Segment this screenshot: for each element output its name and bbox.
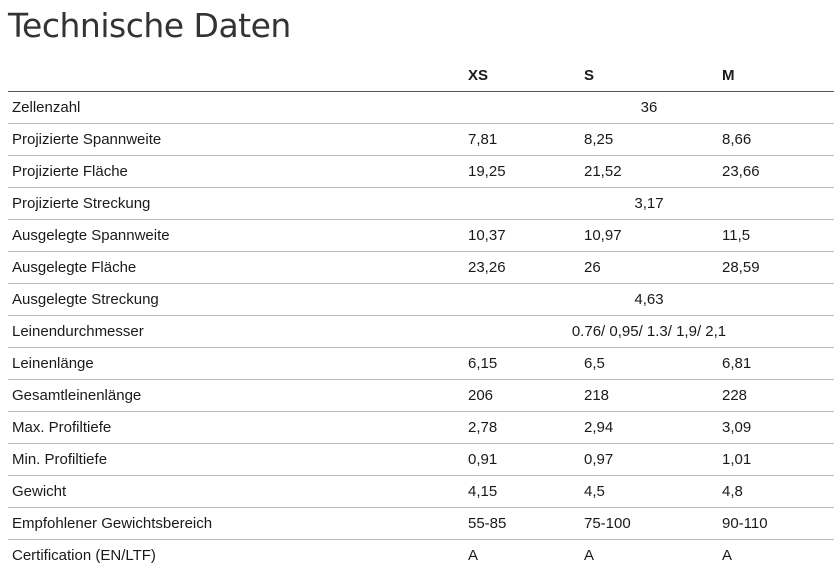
header-label-column bbox=[8, 60, 464, 92]
cell-size-m: 6,81 bbox=[718, 348, 834, 380]
cell-size-s: 4,5 bbox=[580, 476, 718, 508]
cell-size-xs: 2,78 bbox=[464, 412, 580, 444]
row-label: Gewicht bbox=[8, 476, 464, 508]
table-row bbox=[8, 92, 834, 124]
cell-size-xs: 6,15 bbox=[464, 348, 580, 380]
row-label: Ausgelegte Spannweite bbox=[8, 220, 464, 252]
table-row bbox=[8, 412, 834, 444]
cell-size-s: 75-100 bbox=[580, 508, 718, 540]
cell-size-m: 1,01 bbox=[718, 444, 834, 476]
cell-size-s: 6,5 bbox=[580, 348, 718, 380]
cell-size-s: 10,97 bbox=[580, 220, 718, 252]
table-body bbox=[8, 92, 834, 572]
cell-size-m: 4,8 bbox=[718, 476, 834, 508]
cell-size-m: 8,66 bbox=[718, 124, 834, 156]
table-row bbox=[8, 252, 834, 284]
cell-size-xs: 55-85 bbox=[464, 508, 580, 540]
cell-size-m: 228 bbox=[718, 380, 834, 412]
table-row bbox=[8, 508, 834, 540]
row-label: Leinenlänge bbox=[8, 348, 464, 380]
cell-size-xs: A bbox=[468, 547, 479, 564]
cell-size-s: 8,25 bbox=[580, 124, 718, 156]
table-row bbox=[8, 444, 834, 476]
page-title: Technische Daten bbox=[8, 6, 291, 45]
cell-size-m: A bbox=[722, 547, 733, 564]
cell-size-m: 23,66 bbox=[718, 156, 834, 188]
row-label: Gesamtleinenlänge bbox=[8, 380, 464, 412]
row-label: Zellenzahl bbox=[8, 92, 464, 124]
header-size-s: S bbox=[580, 60, 718, 92]
table-header-row bbox=[8, 60, 834, 92]
row-label: Projizierte Streckung bbox=[8, 188, 464, 220]
row-label: Max. Profiltiefe bbox=[8, 412, 464, 444]
row-label: Leinendurchmesser bbox=[8, 316, 464, 348]
table-row bbox=[8, 540, 834, 572]
table-row bbox=[8, 188, 834, 220]
table-row bbox=[8, 476, 834, 508]
row-label: Projizierte Spannweite bbox=[8, 124, 464, 156]
table-row bbox=[8, 124, 834, 156]
cell-size-m: 11,5 bbox=[718, 220, 834, 252]
cell-size-xs: 4,15 bbox=[464, 476, 580, 508]
cell-all-sizes: 4,63 bbox=[464, 284, 834, 316]
row-label: Ausgelegte Streckung bbox=[8, 284, 464, 316]
cell-all-sizes: 3,17 bbox=[464, 188, 834, 220]
cell-size-m: 90-110 bbox=[718, 508, 834, 540]
row-label: Min. Profiltiefe bbox=[8, 444, 464, 476]
cell-size-s: 2,94 bbox=[580, 412, 718, 444]
cell-all-sizes: 0.76/ 0,95/ 1.3/ 1,9/ 2,1 bbox=[464, 316, 834, 348]
cell-size-s: 218 bbox=[580, 380, 718, 412]
row-label: Projizierte Fläche bbox=[8, 156, 464, 188]
cell-size-s: 0,97 bbox=[580, 444, 718, 476]
table-row bbox=[8, 220, 834, 252]
table-row bbox=[8, 380, 834, 412]
row-label: Empfohlener Gewichtsbereich bbox=[8, 508, 464, 540]
cell-size-s: 26 bbox=[580, 252, 718, 284]
cell-size-m: 28,59 bbox=[718, 252, 834, 284]
table-row bbox=[8, 156, 834, 188]
cell-size-xs: 206 bbox=[464, 380, 580, 412]
cell-size-s: 21,52 bbox=[580, 156, 718, 188]
row-label: Ausgelegte Fläche bbox=[8, 252, 464, 284]
cell-size-xs: 0,91 bbox=[464, 444, 580, 476]
row-label: Certification (EN/LTF) bbox=[12, 547, 156, 564]
cell-size-xs: 7,81 bbox=[464, 124, 580, 156]
header-size-xs: XS bbox=[464, 60, 580, 92]
table-row bbox=[8, 316, 834, 348]
cell-size-m: 3,09 bbox=[718, 412, 834, 444]
table-row bbox=[8, 348, 834, 380]
cell-size-xs: 23,26 bbox=[464, 252, 580, 284]
table-row bbox=[8, 284, 834, 316]
cell-size-s: A bbox=[584, 547, 595, 564]
cell-all-sizes: 36 bbox=[464, 92, 834, 124]
specs-table bbox=[8, 60, 834, 571]
cell-size-xs: 10,37 bbox=[464, 220, 580, 252]
cell-size-xs: 19,25 bbox=[464, 156, 580, 188]
header-size-m: M bbox=[718, 60, 834, 92]
